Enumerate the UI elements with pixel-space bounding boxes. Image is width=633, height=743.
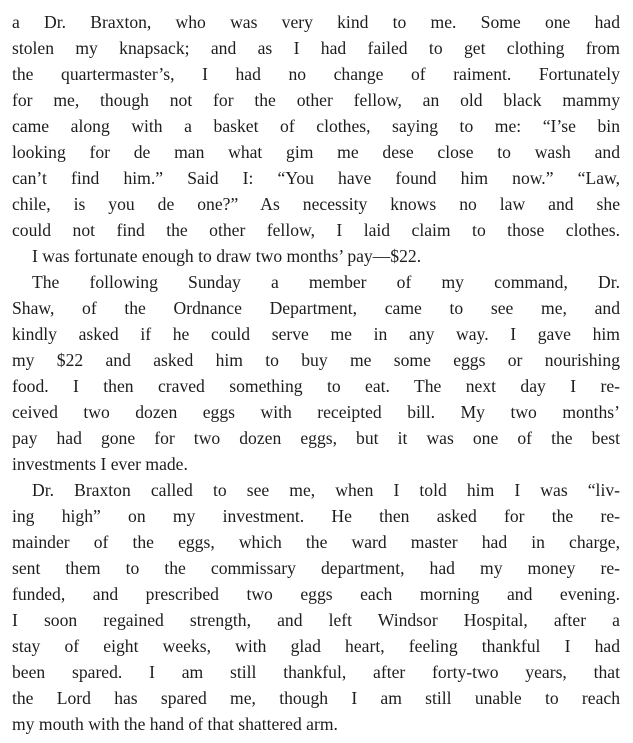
- text-line: my mouth with the hand of that shattered arm.: [12, 714, 338, 734]
- text-line: investments I ever made.: [12, 454, 188, 474]
- text-line: came along with a basket of clothes, saying to me: “I’se bin: [12, 116, 620, 136]
- text-line: my $22 and asked him to buy me some eggs or nourishing: [12, 350, 620, 370]
- text-line: a Dr. Braxton, who was very kind to me. Some one had: [12, 12, 620, 32]
- text-line: chile, is you de one?” As necessity knows no law and she: [12, 194, 620, 214]
- text-line: sent them to the commissary department, had my money re-: [12, 558, 620, 578]
- text-line: can’t find him.” Said I: “You have found him now.” “Law,: [12, 168, 620, 188]
- text-line: I soon regained strength, and left Windsor Hospital, after a: [12, 610, 620, 630]
- text-line: stay of eight weeks, with glad heart, feeling thankful I had: [12, 636, 620, 656]
- text-line: the quartermaster’s, I had no change of raiment. Fortunately: [12, 64, 620, 84]
- text-line: been spared. I am still thankful, after forty-two years, that: [12, 662, 620, 682]
- text-line: food. I then craved something to eat. The next day I re-: [12, 376, 620, 396]
- text-line: ceived two dozen eggs with receipted bill. My two months’: [12, 402, 620, 422]
- text-line: The following Sunday a member of my command, Dr.: [32, 272, 620, 292]
- text-line: could not find the other fellow, I laid claim to those clothes.: [12, 220, 620, 240]
- text-line: mainder of the eggs, which the ward master had in charge,: [12, 532, 620, 552]
- text-line: the Lord has spared me, though I am still unable to reach: [12, 688, 620, 708]
- text-line: kindly asked if he could serve me in any way. I gave him: [12, 324, 620, 344]
- text-line: Shaw, of the Ordnance Department, came to see me, and: [12, 298, 620, 318]
- text-line: pay had gone for two dozen eggs, but it was one of the best: [12, 428, 620, 448]
- text-line: stolen my knapsack; and as I had failed to get clothing from: [12, 38, 620, 58]
- text-line: Dr. Braxton called to see me, when I told him I was “liv-: [32, 480, 620, 500]
- text-line: funded, and prescribed two eggs each morning and evening.: [12, 584, 620, 604]
- text-line: for me, though not for the other fellow, an old black mammy: [12, 90, 620, 110]
- text-line: I was fortunate enough to draw two months’ pay—$22.: [32, 246, 422, 266]
- text-line: ing high” on my investment. He then asked for the re-: [12, 506, 620, 526]
- text-line: looking for de man what gim me dese close to wash and: [12, 142, 620, 162]
